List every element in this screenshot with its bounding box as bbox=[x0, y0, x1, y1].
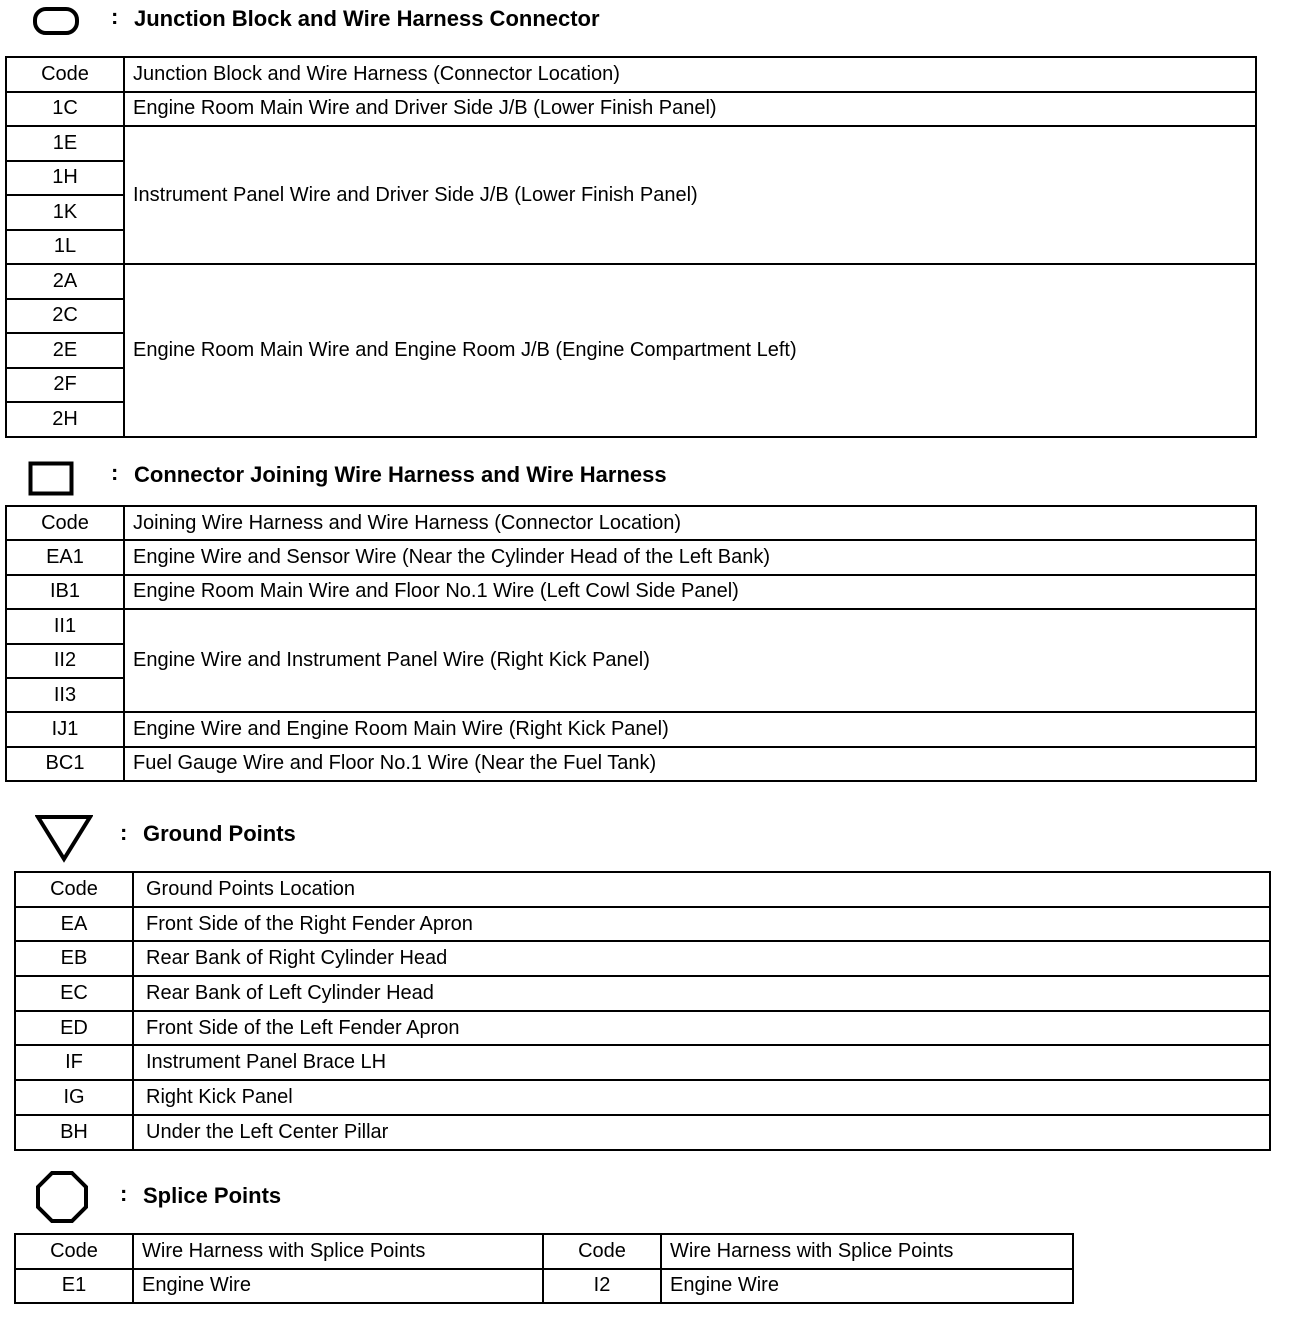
colon: : bbox=[120, 1181, 128, 1206]
desc-cell: Front Side of the Right Fender Apron bbox=[133, 907, 1270, 942]
colon: : bbox=[111, 460, 119, 485]
header-code: Code bbox=[15, 872, 133, 907]
table-row bbox=[6, 575, 1256, 609]
header-desc: Junction Block and Wire Harness (Connector Location) bbox=[124, 57, 1256, 92]
table-row bbox=[15, 907, 1270, 942]
ground-table bbox=[14, 871, 1271, 1151]
header-desc-2: Wire Harness with Splice Points bbox=[661, 1234, 1073, 1269]
header-code-2: Code bbox=[543, 1234, 661, 1269]
code-cell: 2A bbox=[6, 264, 124, 299]
code-cell: 2F bbox=[6, 368, 124, 403]
code-cell: BC1 bbox=[6, 747, 124, 781]
code-cell: I2 bbox=[543, 1269, 661, 1304]
desc-cell: Rear Bank of Left Cylinder Head bbox=[133, 976, 1270, 1011]
header-desc: Ground Points Location bbox=[133, 872, 1270, 907]
table-header-row bbox=[6, 57, 1256, 92]
table-row bbox=[15, 1011, 1270, 1046]
table-header-row bbox=[15, 872, 1270, 907]
code-cell: BH bbox=[15, 1115, 133, 1150]
table-header-row bbox=[15, 1234, 1073, 1269]
colon: : bbox=[111, 4, 119, 29]
square-icon bbox=[28, 461, 74, 496]
code-cell: EA1 bbox=[6, 540, 124, 574]
desc-cell: Engine Room Main Wire and Floor No.1 Wire (Left Cowl Side Panel) bbox=[124, 575, 1256, 609]
code-cell: 1E bbox=[6, 126, 124, 161]
code-cell: EB bbox=[15, 941, 133, 976]
code-cell: IJ1 bbox=[6, 712, 124, 746]
table-row bbox=[6, 264, 1256, 299]
table-header-row bbox=[6, 506, 1256, 540]
octagon-icon bbox=[35, 1170, 89, 1224]
code-cell: 2H bbox=[6, 402, 124, 437]
code-cell: 1K bbox=[6, 195, 124, 230]
section-title-joining: Connector Joining Wire Harness and Wire Harness bbox=[134, 462, 667, 487]
desc-cell: Front Side of the Left Fender Apron bbox=[133, 1011, 1270, 1046]
code-cell: 1L bbox=[6, 230, 124, 265]
code-cell: IF bbox=[15, 1045, 133, 1080]
code-cell: 1C bbox=[6, 92, 124, 127]
code-cell: E1 bbox=[15, 1269, 133, 1304]
section-title-ground: Ground Points bbox=[143, 821, 296, 846]
joining-table bbox=[5, 505, 1257, 782]
triangle-icon bbox=[35, 813, 93, 863]
junction-table bbox=[5, 56, 1257, 438]
desc-cell: Engine Wire and Instrument Panel Wire (Right Kick Panel) bbox=[124, 609, 1256, 712]
desc-cell: Engine Wire bbox=[133, 1269, 543, 1304]
table-row bbox=[15, 1269, 1073, 1304]
header-desc: Joining Wire Harness and Wire Harness (Connector Location) bbox=[124, 506, 1256, 540]
desc-cell: Rear Bank of Right Cylinder Head bbox=[133, 941, 1270, 976]
desc-cell: Fuel Gauge Wire and Floor No.1 Wire (Near the Fuel Tank) bbox=[124, 747, 1256, 781]
code-cell: IG bbox=[15, 1080, 133, 1115]
code-cell: EA bbox=[15, 907, 133, 942]
splice-table bbox=[14, 1233, 1074, 1304]
code-cell: 2E bbox=[6, 333, 124, 368]
desc-cell: Engine Wire bbox=[661, 1269, 1073, 1304]
table-row bbox=[6, 540, 1256, 574]
table-row bbox=[6, 92, 1256, 127]
desc-cell: Instrument Panel Wire and Driver Side J/B (Lower Finish Panel) bbox=[124, 126, 1256, 264]
rounded-rectangle-icon bbox=[32, 6, 80, 36]
code-cell: EC bbox=[15, 976, 133, 1011]
desc-cell: Engine Room Main Wire and Driver Side J/B (Lower Finish Panel) bbox=[124, 92, 1256, 127]
code-cell: IB1 bbox=[6, 575, 124, 609]
header-code: Code bbox=[15, 1234, 133, 1269]
desc-cell: Engine Wire and Sensor Wire (Near the Cylinder Head of the Left Bank) bbox=[124, 540, 1256, 574]
table-row bbox=[15, 1045, 1270, 1080]
desc-cell: Right Kick Panel bbox=[133, 1080, 1270, 1115]
code-cell: 1H bbox=[6, 161, 124, 196]
table-row bbox=[6, 747, 1256, 781]
table-row bbox=[15, 1115, 1270, 1150]
table-row bbox=[6, 609, 1256, 643]
table-row bbox=[15, 941, 1270, 976]
desc-cell: Engine Wire and Engine Room Main Wire (Right Kick Panel) bbox=[124, 712, 1256, 746]
section-title-splice: Splice Points bbox=[143, 1183, 282, 1208]
table-row bbox=[15, 976, 1270, 1011]
header-code: Code bbox=[6, 57, 124, 92]
header-code: Code bbox=[6, 506, 124, 540]
table-row bbox=[6, 126, 1256, 161]
desc-cell: Engine Room Main Wire and Engine Room J/B (Engine Compartment Left) bbox=[124, 264, 1256, 437]
code-cell: II1 bbox=[6, 609, 124, 643]
table-row bbox=[15, 1080, 1270, 1115]
table-row bbox=[6, 712, 1256, 746]
section-title-junction: Junction Block and Wire Harness Connector bbox=[134, 6, 600, 31]
code-cell: II3 bbox=[6, 678, 124, 712]
code-cell: II2 bbox=[6, 644, 124, 678]
code-cell: ED bbox=[15, 1011, 133, 1046]
desc-cell: Instrument Panel Brace LH bbox=[133, 1045, 1270, 1080]
header-desc: Wire Harness with Splice Points bbox=[133, 1234, 543, 1269]
code-cell: 2C bbox=[6, 299, 124, 334]
desc-cell: Under the Left Center Pillar bbox=[133, 1115, 1270, 1150]
colon: : bbox=[120, 820, 128, 845]
